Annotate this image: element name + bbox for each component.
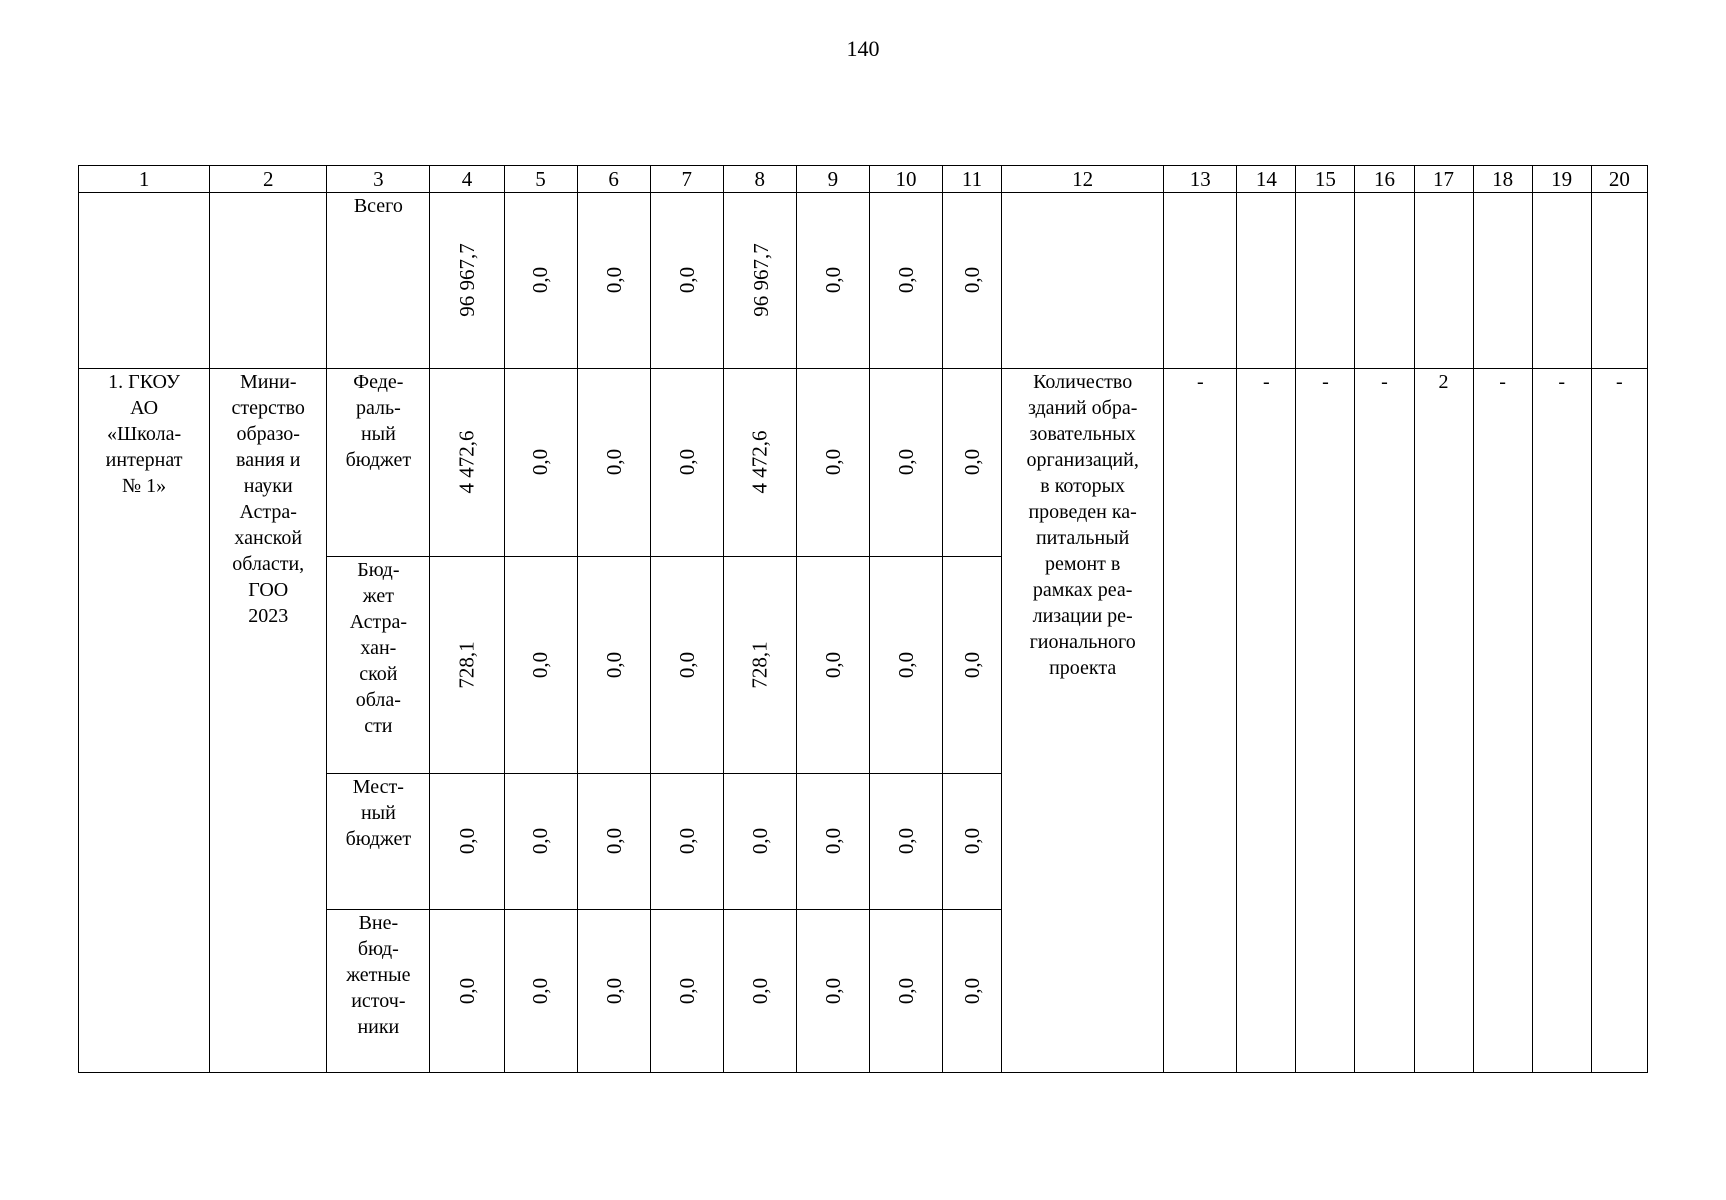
amount-value: 0,0 xyxy=(674,448,699,476)
text-line: ный xyxy=(360,802,396,824)
amount-cell xyxy=(796,369,869,557)
target-value: - xyxy=(1237,369,1296,1073)
text-line: ники xyxy=(357,1016,400,1038)
text-line: интернат xyxy=(105,449,183,471)
text-line: «Школа- xyxy=(107,423,182,445)
text-line: 2023 xyxy=(248,605,289,627)
funding-source xyxy=(327,774,430,910)
amount-cell xyxy=(942,910,1001,1073)
text-line: бюд- xyxy=(357,938,399,960)
text-line: бюджет xyxy=(345,449,412,471)
text-line: Бюд- xyxy=(357,559,400,581)
text-line: проекта xyxy=(1049,657,1117,679)
amount-value: 0,0 xyxy=(601,827,626,855)
object-name xyxy=(79,369,210,1073)
amount-value: 0,0 xyxy=(528,448,553,476)
funding-source xyxy=(327,557,430,774)
amount-value: 0,0 xyxy=(528,266,553,294)
amount-cell xyxy=(723,774,796,910)
amount-value: 0,0 xyxy=(820,977,845,1004)
page-number: 140 xyxy=(846,36,880,61)
text-line: сти xyxy=(364,715,393,737)
text-line: Астра- xyxy=(239,501,297,523)
amount-value: 0,0 xyxy=(820,651,845,678)
amount-value: 0,0 xyxy=(528,977,553,1004)
amount-cell xyxy=(504,910,577,1073)
amount-cell xyxy=(504,369,577,557)
amount-value: 0,0 xyxy=(893,827,918,855)
target-value: - xyxy=(1473,369,1532,1073)
column-number: 15 xyxy=(1296,166,1355,193)
target-value: - xyxy=(1591,369,1647,1073)
empty-cell xyxy=(1296,193,1355,369)
text-line: Астра- xyxy=(349,611,408,633)
amount-cell xyxy=(796,193,869,369)
text-line: питальный xyxy=(1035,527,1130,549)
amount-cell xyxy=(942,557,1001,774)
text-line: Вне- xyxy=(358,912,399,934)
amount-value: 728,1 xyxy=(747,640,772,689)
column-number: 20 xyxy=(1591,166,1647,193)
text-line: науки xyxy=(243,475,293,497)
text-line: источ- xyxy=(351,990,406,1012)
text-line: 1. ГКОУ xyxy=(108,371,181,393)
amount-cell xyxy=(430,369,504,557)
text-line: ГОО xyxy=(248,579,289,601)
empty-cell xyxy=(1355,193,1414,369)
column-number: 19 xyxy=(1532,166,1591,193)
amount-cell xyxy=(796,774,869,910)
amount-cell xyxy=(869,557,942,774)
amount-value: 0,0 xyxy=(747,827,772,855)
text-line: раль- xyxy=(355,397,401,419)
empty-cell xyxy=(1237,193,1296,369)
text-line: жет xyxy=(362,585,394,607)
amount-value: 0,0 xyxy=(747,977,772,1004)
text-line: Мест- xyxy=(352,776,404,798)
amount-cell xyxy=(723,557,796,774)
amount-value: 4 472,6 xyxy=(747,430,772,494)
amount-value: 0,0 xyxy=(960,266,985,294)
text-line: АО xyxy=(130,397,159,419)
amount-cell xyxy=(430,774,504,910)
empty-cell xyxy=(1473,193,1532,369)
amount-cell xyxy=(504,193,577,369)
text-line: ской xyxy=(359,663,398,685)
amount-cell xyxy=(430,193,504,369)
amount-value: 0,0 xyxy=(528,827,553,855)
amount-value: 0,0 xyxy=(960,977,985,1004)
text-line: ный xyxy=(360,423,396,445)
amount-cell xyxy=(650,557,723,774)
column-number: 7 xyxy=(650,166,723,193)
amount-cell xyxy=(650,369,723,557)
amount-cell xyxy=(650,193,723,369)
text-line: образо- xyxy=(236,423,300,445)
amount-value: 0,0 xyxy=(601,651,626,678)
text-line: проведен ка- xyxy=(1028,501,1137,523)
amount-cell xyxy=(723,369,796,557)
target-value: - xyxy=(1532,369,1591,1073)
text-line: № 1» xyxy=(122,475,167,497)
amount-value: 0,0 xyxy=(601,266,626,294)
column-number-row xyxy=(79,166,1648,193)
amount-value: 0,0 xyxy=(893,448,918,476)
total-label: Всего xyxy=(327,193,430,369)
amount-cell xyxy=(577,557,650,774)
amount-value: 0,0 xyxy=(454,827,479,855)
text-line: ханской xyxy=(234,527,303,549)
amount-cell xyxy=(942,369,1001,557)
amount-cell xyxy=(796,910,869,1073)
amount-value: 0,0 xyxy=(820,448,845,476)
column-number: 3 xyxy=(327,166,430,193)
amount-cell xyxy=(723,910,796,1073)
amount-cell xyxy=(577,910,650,1073)
empty-cell xyxy=(1002,193,1164,369)
text-line: ремонт в xyxy=(1044,553,1121,575)
target-value: - xyxy=(1355,369,1414,1073)
amount-cell xyxy=(577,369,650,557)
funding-source xyxy=(327,910,430,1073)
text-line: лизации ре- xyxy=(1032,605,1133,627)
amount-value: 0,0 xyxy=(960,827,985,855)
budget-table xyxy=(78,165,1648,1073)
amount-value: 0,0 xyxy=(893,977,918,1004)
amount-value: 0,0 xyxy=(820,266,845,294)
amount-cell xyxy=(942,193,1001,369)
text-line: организаций, xyxy=(1026,449,1139,471)
text-line: Феде- xyxy=(353,371,404,393)
text-line: зовательных xyxy=(1029,423,1136,445)
amount-value: 0,0 xyxy=(674,827,699,855)
amount-cell xyxy=(430,557,504,774)
column-number: 18 xyxy=(1473,166,1532,193)
amount-value: 0,0 xyxy=(674,651,699,678)
amount-value: 0,0 xyxy=(960,448,985,476)
funding-source xyxy=(327,369,430,557)
responsible-executor xyxy=(210,369,327,1073)
amount-cell xyxy=(650,910,723,1073)
column-number: 8 xyxy=(723,166,796,193)
text-line: области, xyxy=(232,553,305,575)
text-line: бюджет xyxy=(345,828,412,850)
column-number: 6 xyxy=(577,166,650,193)
column-number: 17 xyxy=(1414,166,1473,193)
amount-value: 728,1 xyxy=(454,640,479,689)
text-line: рамках реа- xyxy=(1032,579,1133,601)
text-line: Мини- xyxy=(239,371,297,393)
amount-cell xyxy=(577,774,650,910)
target-value: 2 xyxy=(1414,369,1473,1073)
text-line: жетные xyxy=(346,964,411,986)
amount-cell xyxy=(504,774,577,910)
amount-cell xyxy=(869,774,942,910)
target-value: - xyxy=(1296,369,1355,1073)
total-row xyxy=(79,193,1648,369)
text-line: зданий обра- xyxy=(1027,397,1138,419)
text-line: хан- xyxy=(360,637,397,659)
amount-value: 4 472,6 xyxy=(454,430,479,494)
column-number: 11 xyxy=(942,166,1001,193)
amount-cell xyxy=(504,557,577,774)
target-value: - xyxy=(1164,369,1237,1073)
text-line: Количество xyxy=(1033,371,1133,393)
text-line: стерство xyxy=(231,397,305,419)
empty-cell xyxy=(1164,193,1237,369)
amount-cell xyxy=(869,369,942,557)
column-number: 2 xyxy=(210,166,327,193)
amount-value: 0,0 xyxy=(960,651,985,678)
amount-value: 0,0 xyxy=(674,977,699,1004)
federal-budget-row xyxy=(79,369,1648,557)
amount-cell xyxy=(942,774,1001,910)
column-number: 9 xyxy=(796,166,869,193)
amount-cell xyxy=(723,193,796,369)
amount-cell xyxy=(869,193,942,369)
text-line: обла- xyxy=(355,689,401,711)
amount-value: 0,0 xyxy=(893,266,918,294)
amount-cell xyxy=(796,557,869,774)
amount-value: 0,0 xyxy=(893,651,918,678)
column-number: 16 xyxy=(1355,166,1414,193)
column-number: 10 xyxy=(869,166,942,193)
amount-value: 96 967,7 xyxy=(748,243,773,317)
amount-value: 0,0 xyxy=(601,448,626,476)
amount-value: 0,0 xyxy=(528,651,553,678)
amount-value: 96 967,7 xyxy=(455,243,480,317)
empty-cell xyxy=(1591,193,1647,369)
column-number: 4 xyxy=(430,166,504,193)
text-line: гионального xyxy=(1029,631,1136,653)
amount-cell xyxy=(650,774,723,910)
amount-value: 0,0 xyxy=(601,977,626,1004)
empty-cell xyxy=(1532,193,1591,369)
amount-value: 0,0 xyxy=(454,977,479,1004)
empty-cell xyxy=(1414,193,1473,369)
amount-value: 0,0 xyxy=(820,827,845,855)
column-number: 1 xyxy=(79,166,210,193)
text-line: в которых xyxy=(1040,475,1126,497)
column-number: 14 xyxy=(1237,166,1296,193)
indicator-name xyxy=(1002,369,1164,1073)
text-line: вания и xyxy=(236,449,301,471)
amount-value: 0,0 xyxy=(674,266,699,294)
amount-cell xyxy=(869,910,942,1073)
column-number: 13 xyxy=(1164,166,1237,193)
amount-cell xyxy=(430,910,504,1073)
column-number: 5 xyxy=(504,166,577,193)
column-number: 12 xyxy=(1002,166,1164,193)
amount-cell xyxy=(577,193,650,369)
